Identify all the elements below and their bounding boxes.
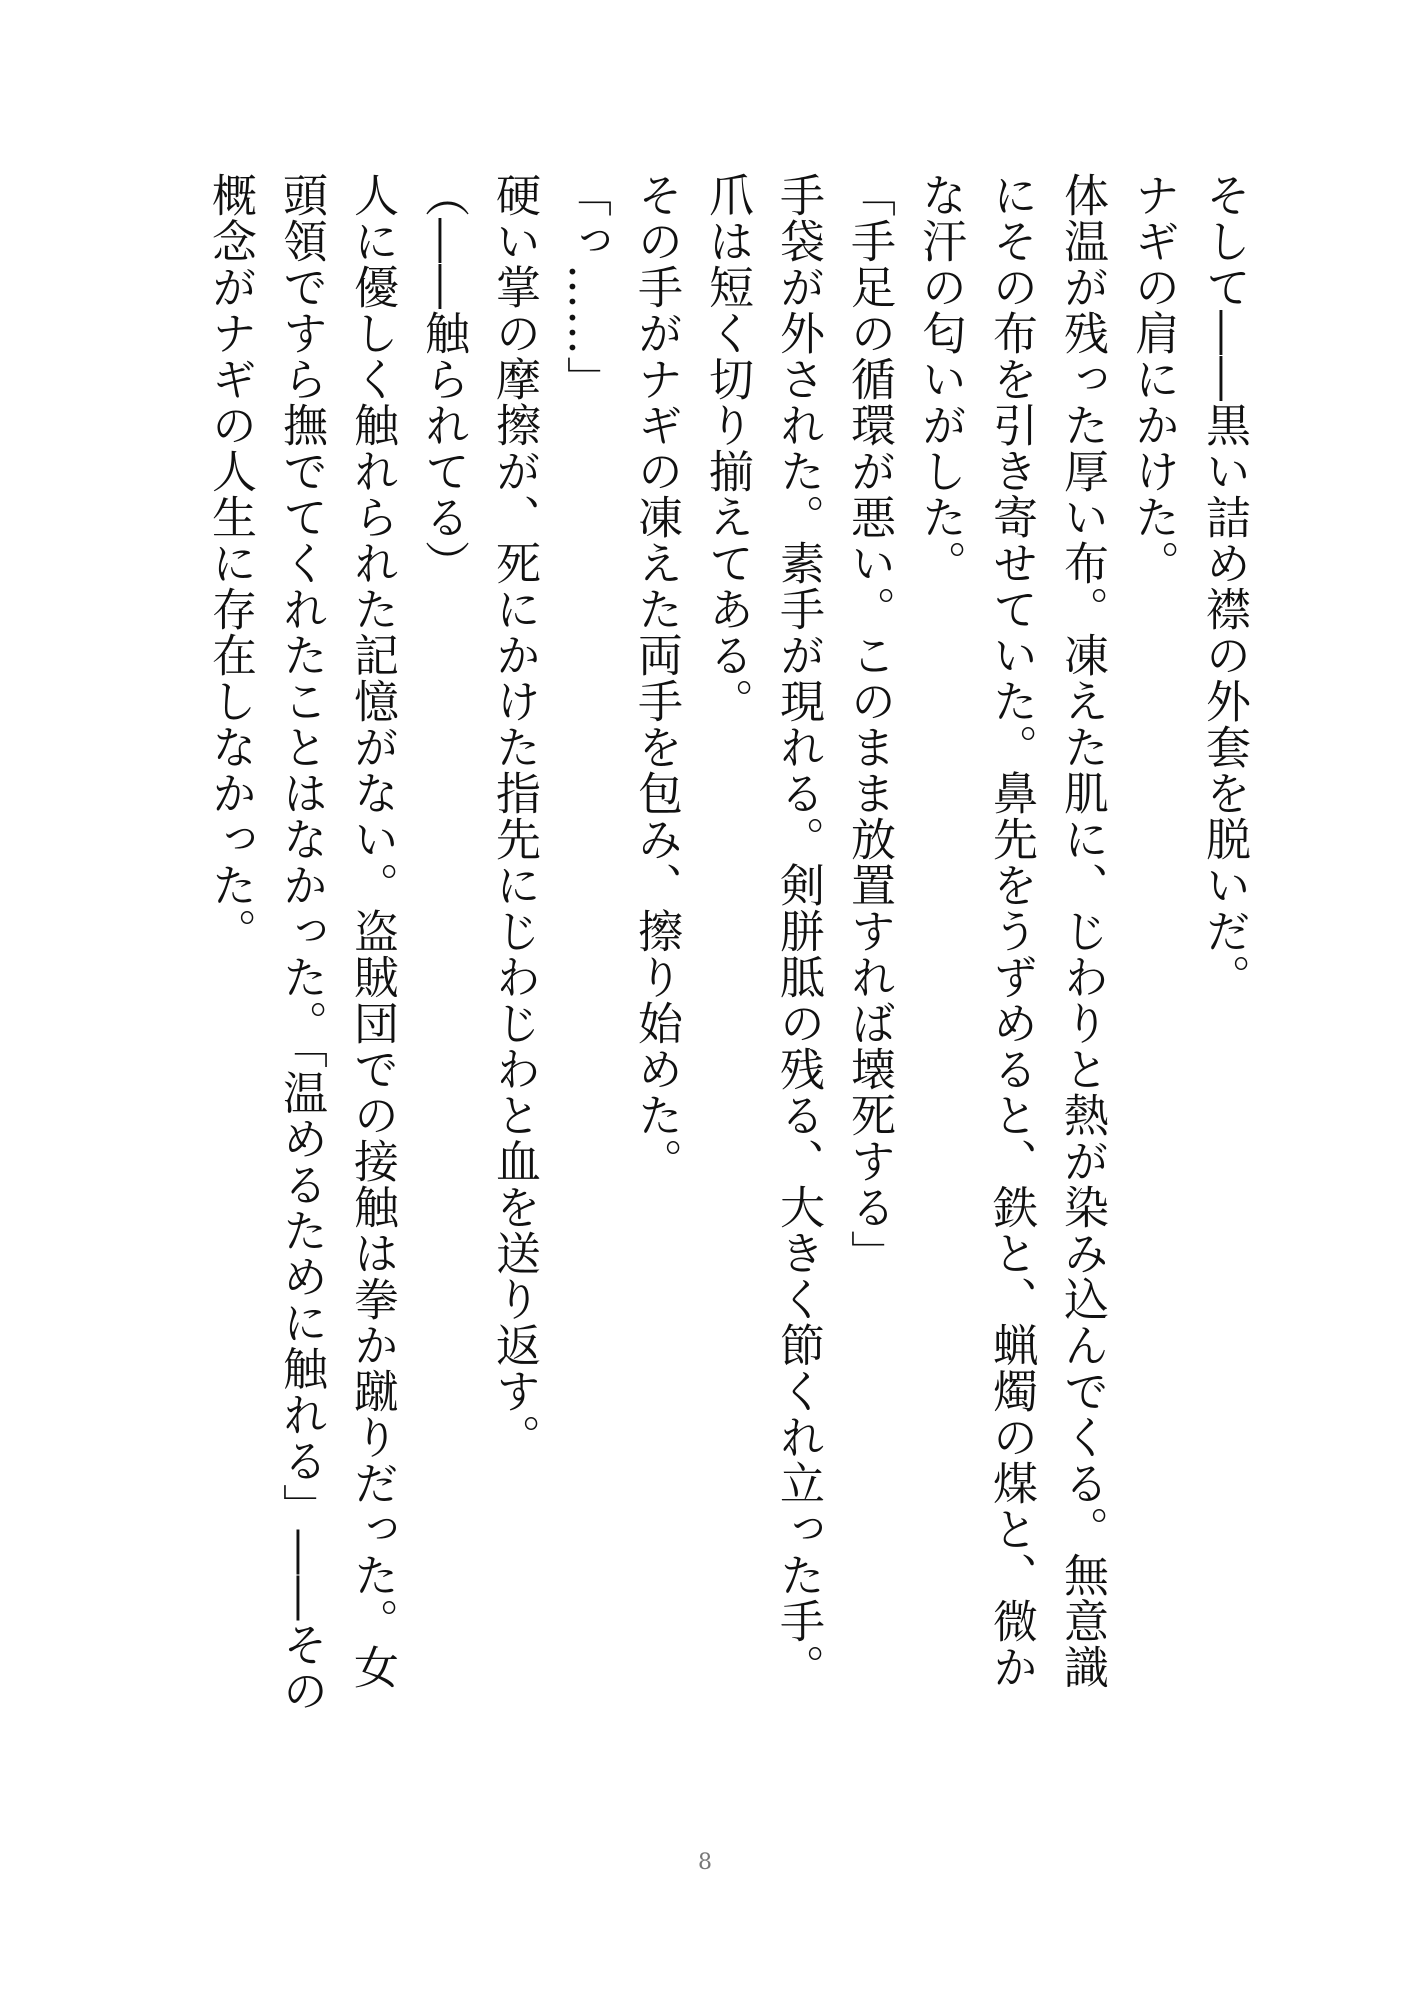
paragraph: 人に優しく触れられた記憶がない。盗賊団での接触は拳か蹴りだった。女頭領ですら撫でてくれたことはなかった。「温めるために触れる」――その概念がナギの人生に存在しなかった。: [204, 172, 399, 1714]
page-number: 8: [698, 1850, 712, 1875]
paragraph: 体温が残った厚い布。凍えた肌に、じわりと熱が染み込んでくる。無意識にその布を引き寄せていた。鼻先をうずめると、鉄と、蝋燭の煤と、微かな汗の匂いがした。: [914, 172, 1109, 1690]
paragraph: 「っ……」: [559, 172, 612, 402]
body-text: [195, 172, 1260, 1732]
paragraph: そして――黒い詰め襟の外套を脱いだ。: [1198, 172, 1251, 1000]
paragraph: ナギの肩にかけた。: [1127, 172, 1180, 586]
paragraph: 硬い掌の摩擦が、死にかけた指先にじわじわと血を送り返す。: [488, 172, 541, 1460]
paragraph: その手がナギの凍えた両手を包み、擦り始めた。: [630, 172, 683, 1184]
paragraph: （――触られてる）: [417, 172, 470, 586]
paragraph: 手袋が外された。素手が現れる。剣胼胝の残る、大きく節くれ立った手。爪は短く切り揃えてある。: [701, 172, 825, 1690]
paragraph: 「手足の循環が悪い。このまま放置すれば壊死する」: [843, 172, 896, 1276]
